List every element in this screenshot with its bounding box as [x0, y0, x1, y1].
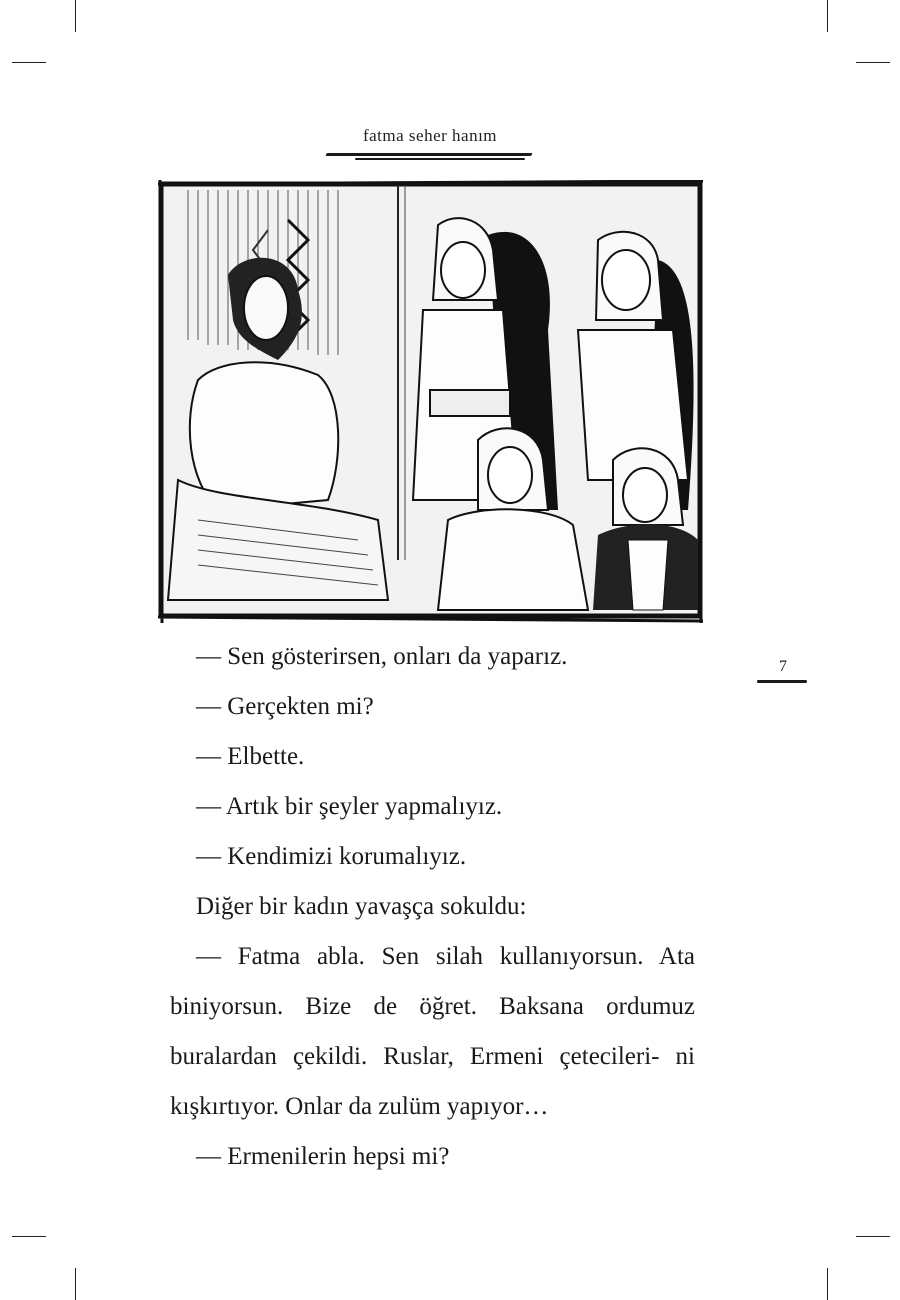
illustration [158, 180, 703, 623]
crop-mark [12, 62, 46, 63]
ink-illustration-women-gathered [158, 180, 703, 623]
page-number: 7 [779, 658, 787, 675]
running-head: fatma seher hanım [362, 126, 498, 145]
dialogue-line: — Gerçekten mi? [196, 693, 374, 720]
dialogue-line: — Artık bir şeyler yapmalıyız. [196, 793, 503, 820]
dialogue-line: — Elbette. [196, 743, 305, 770]
crop-mark [827, 0, 828, 32]
narration-line: Diğer bir kadın yavaşça sokuldu: [196, 893, 527, 920]
dialogue-line: — Sen gösterirsen, onları da yaparız. [196, 643, 568, 670]
crop-mark [75, 1268, 76, 1300]
dialogue-paragraph: — Fatma abla. Sen silah kullanıyorsun. Ata biniyorsun. Bize de öğret. Baksana ordumuz buralardan çekildi. Ruslar, Ermeni çetecileri- ni kışkırtıyor. Onlar da zulüm yapıyor… [170, 943, 695, 1120]
crop-mark [856, 62, 890, 63]
dialogue-line: — Ermenilerin hepsi mi? [196, 1143, 450, 1170]
header-brush-stroke [325, 153, 532, 156]
crop-mark [75, 0, 76, 32]
crop-mark [856, 1236, 890, 1237]
header-brush-stroke [355, 158, 525, 160]
body-text [170, 632, 695, 1182]
crop-mark [827, 1268, 828, 1300]
page-number-brush-stroke [757, 680, 807, 683]
dialogue-line: — Kendimizi korumalıyız. [196, 843, 467, 870]
crop-mark [12, 1236, 46, 1237]
